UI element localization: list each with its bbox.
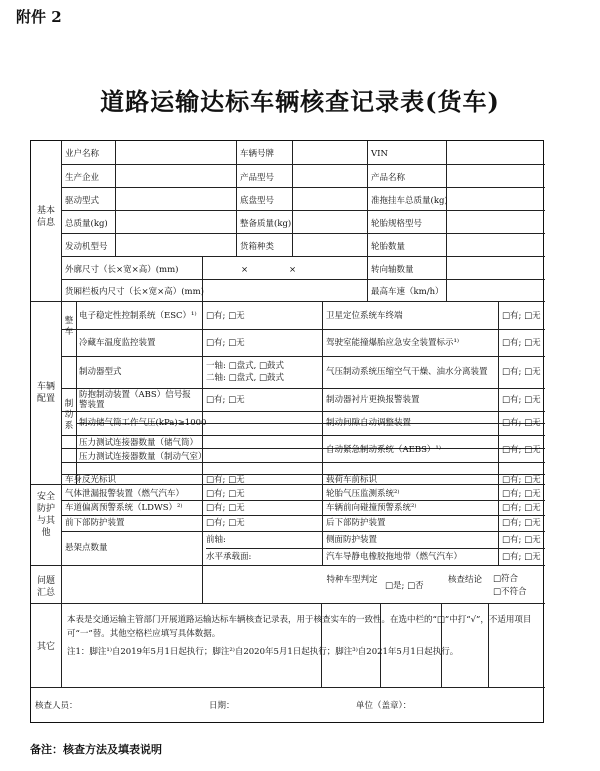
- label-tire-count: 轮胎数量: [371, 242, 406, 252]
- label-rear-axle: 水平承载面:: [206, 552, 252, 562]
- label-trailer-mass: 准拖挂车总质量(kg): [371, 196, 448, 206]
- opt-rear-guard[interactable]: □有; □无: [502, 518, 541, 528]
- opt-abs[interactable]: □有; □无: [206, 395, 245, 405]
- section-basic: 基本信息: [36, 206, 55, 228]
- label-tpms: 轮胎气压监测系统²⁾: [326, 489, 400, 499]
- label-fcw: 车辆前向碰撞预警系统²⁾: [326, 503, 417, 513]
- section-other: 其它: [36, 642, 55, 652]
- label-model: 产品型号: [240, 173, 275, 183]
- opt-fail[interactable]: □不符合: [493, 587, 527, 597]
- footer-note: 备注：核查方法及填表说明: [30, 743, 162, 756]
- label-cold: 冷藏车温度监控装置: [79, 338, 156, 348]
- opt-special-type[interactable]: □是; □否: [385, 581, 424, 591]
- label-max-speed: 最高车速（km/h）: [371, 287, 444, 297]
- label-front-guard: 前下部防护装置: [65, 518, 125, 528]
- record-table: [30, 140, 544, 723]
- opt-esc[interactable]: □有; □无: [206, 311, 245, 321]
- label-steer-axles: 转向轴数量: [371, 265, 414, 275]
- label-lining: 制动器衬片更换报警装置: [326, 395, 420, 405]
- label-rear-guard: 后下部防护装置: [326, 518, 386, 528]
- opt-cold[interactable]: □有; □无: [206, 338, 245, 348]
- attachment-label: 附件 2: [16, 8, 62, 26]
- other-dates: 注1：脚注¹⁾自2019年5月1日起执行；脚注²⁾自2020年5月1日起执行；脚注³⁾自2021年5月1日起执行。: [67, 647, 459, 657]
- label-side-guard: 侧面防护装置: [326, 535, 378, 545]
- label-load: 货箱种类: [240, 242, 275, 252]
- opt-tpms[interactable]: □有; □无: [502, 489, 541, 499]
- label-esc: 电子稳定性控制系统（ESC）¹⁾: [79, 311, 197, 321]
- label-aebs: 自动紧急制动系统（AEBS）¹⁾: [326, 445, 441, 455]
- opt-aebs[interactable]: □有; □无: [502, 445, 541, 455]
- opt-side-guard[interactable]: □有; □无: [502, 535, 541, 545]
- opt-satellite[interactable]: □有; □无: [502, 311, 541, 321]
- opt-brake-axle2[interactable]: 二轴: □盘式, □鼓式: [206, 373, 285, 383]
- label-drive: 驱动型式: [65, 196, 100, 206]
- label-gap: 制动间隙自动调整装置: [326, 418, 412, 428]
- sub-brake: 制动系: [64, 399, 74, 431]
- label-owner: 业户名称: [65, 149, 100, 159]
- label-dims: 外廓尺寸（长×宽×高）(mm): [65, 265, 179, 275]
- opt-front-guard[interactable]: □有; □无: [206, 518, 245, 528]
- form-title: 道路运输达标车辆核查记录表(货车): [100, 87, 500, 116]
- label-curb-mass: 整备质量(kg): [240, 219, 292, 229]
- section-safety: 安全防护与其他: [36, 492, 55, 538]
- label-engine: 发动机型号: [65, 242, 108, 252]
- label-front-axle: 前轴:: [206, 535, 226, 545]
- section-issues: 问题汇总: [36, 576, 55, 598]
- label-gauge1: 压力测试连接器数量（储气筒）: [79, 438, 199, 448]
- label-name: 产品名称: [371, 173, 406, 183]
- label-abs: 防抱制动装置（ABS）信号报警装置: [79, 390, 191, 410]
- label-gas-alarm: 气体泄漏报警装置（燃气汽车）: [65, 489, 185, 499]
- opt-fcw[interactable]: □有; □无: [502, 503, 541, 513]
- label-ldws: 车道偏离预警系统（LDWS）²⁾: [65, 503, 183, 513]
- opt-lining[interactable]: □有; □无: [502, 395, 541, 405]
- label-date: 日期：: [209, 701, 235, 711]
- label-static-belt: 汽车导静电橡胶拖地带（燃气汽车）: [326, 552, 463, 562]
- label-cab-sign: 驾驶室能撞爆胎应急安全装置标示¹⁾: [326, 338, 459, 348]
- label-brake-type: 制动器型式: [79, 367, 122, 377]
- opt-gap[interactable]: □有; □无: [502, 418, 541, 428]
- label-plate: 车辆号牌: [240, 149, 275, 159]
- label-inspector: 核查人员：: [35, 701, 78, 711]
- sub-complete: 整车: [64, 316, 74, 337]
- label-reflect: 车身反光标识: [65, 475, 117, 485]
- dim-sep-2: ×: [289, 265, 297, 275]
- section-config: 车辆配置: [36, 382, 55, 404]
- label-total-mass: 总质量(kg): [65, 219, 108, 229]
- label-air-dry: 气压制动系统压缩空气干燥、油水分离装置: [326, 367, 488, 377]
- label-manufacturer: 生产企业: [65, 173, 100, 183]
- opt-reflect[interactable]: □有; □无: [206, 475, 245, 485]
- opt-ldws[interactable]: □有; □无: [206, 503, 245, 513]
- label-gauge2: 压力测试连接器数量（制动气室）: [79, 452, 207, 462]
- label-cargo-dims: 货厢栏板内尺寸（长×宽×高）(mm): [65, 287, 204, 297]
- label-front-mark: 载荷车前标识: [326, 475, 378, 485]
- label-unit: 单位（盖章）：: [356, 701, 412, 711]
- opt-pass[interactable]: □符合: [493, 574, 519, 584]
- label-chassis: 底盘型号: [240, 196, 275, 206]
- dim-sep-1: ×: [241, 265, 249, 275]
- label-vin: VIN: [371, 149, 388, 159]
- label-satellite: 卫星定位系统车终端: [326, 311, 403, 321]
- opt-brake-axle1[interactable]: 一轴: □盘式, □鼓式: [206, 361, 285, 371]
- opt-gas-alarm[interactable]: □有; □无: [206, 489, 245, 499]
- opt-air-dry[interactable]: □有; □无: [502, 367, 541, 377]
- other-note: 本表是交通运输主管部门开展道路运输达标车辆核查记录表，用于核查实车的一致性。在选中栏的“□”中打“√”，不适用项目可“一”替。其他空格栏应填写具体数据。: [67, 615, 532, 639]
- label-result: 核查结论: [447, 575, 482, 585]
- opt-cab-sign[interactable]: □有; □无: [502, 338, 541, 348]
- label-tire-spec: 轮胎规格型号: [371, 219, 423, 229]
- label-special-type: 特种车型判定: [326, 575, 378, 585]
- label-suspension: 悬架点数量: [65, 543, 108, 553]
- label-pressure: 制动储气筒工作气压(kPa)≥1000: [79, 418, 207, 428]
- opt-front-mark[interactable]: □有; □无: [502, 475, 541, 485]
- opt-static-belt[interactable]: □有; □无: [502, 552, 541, 562]
